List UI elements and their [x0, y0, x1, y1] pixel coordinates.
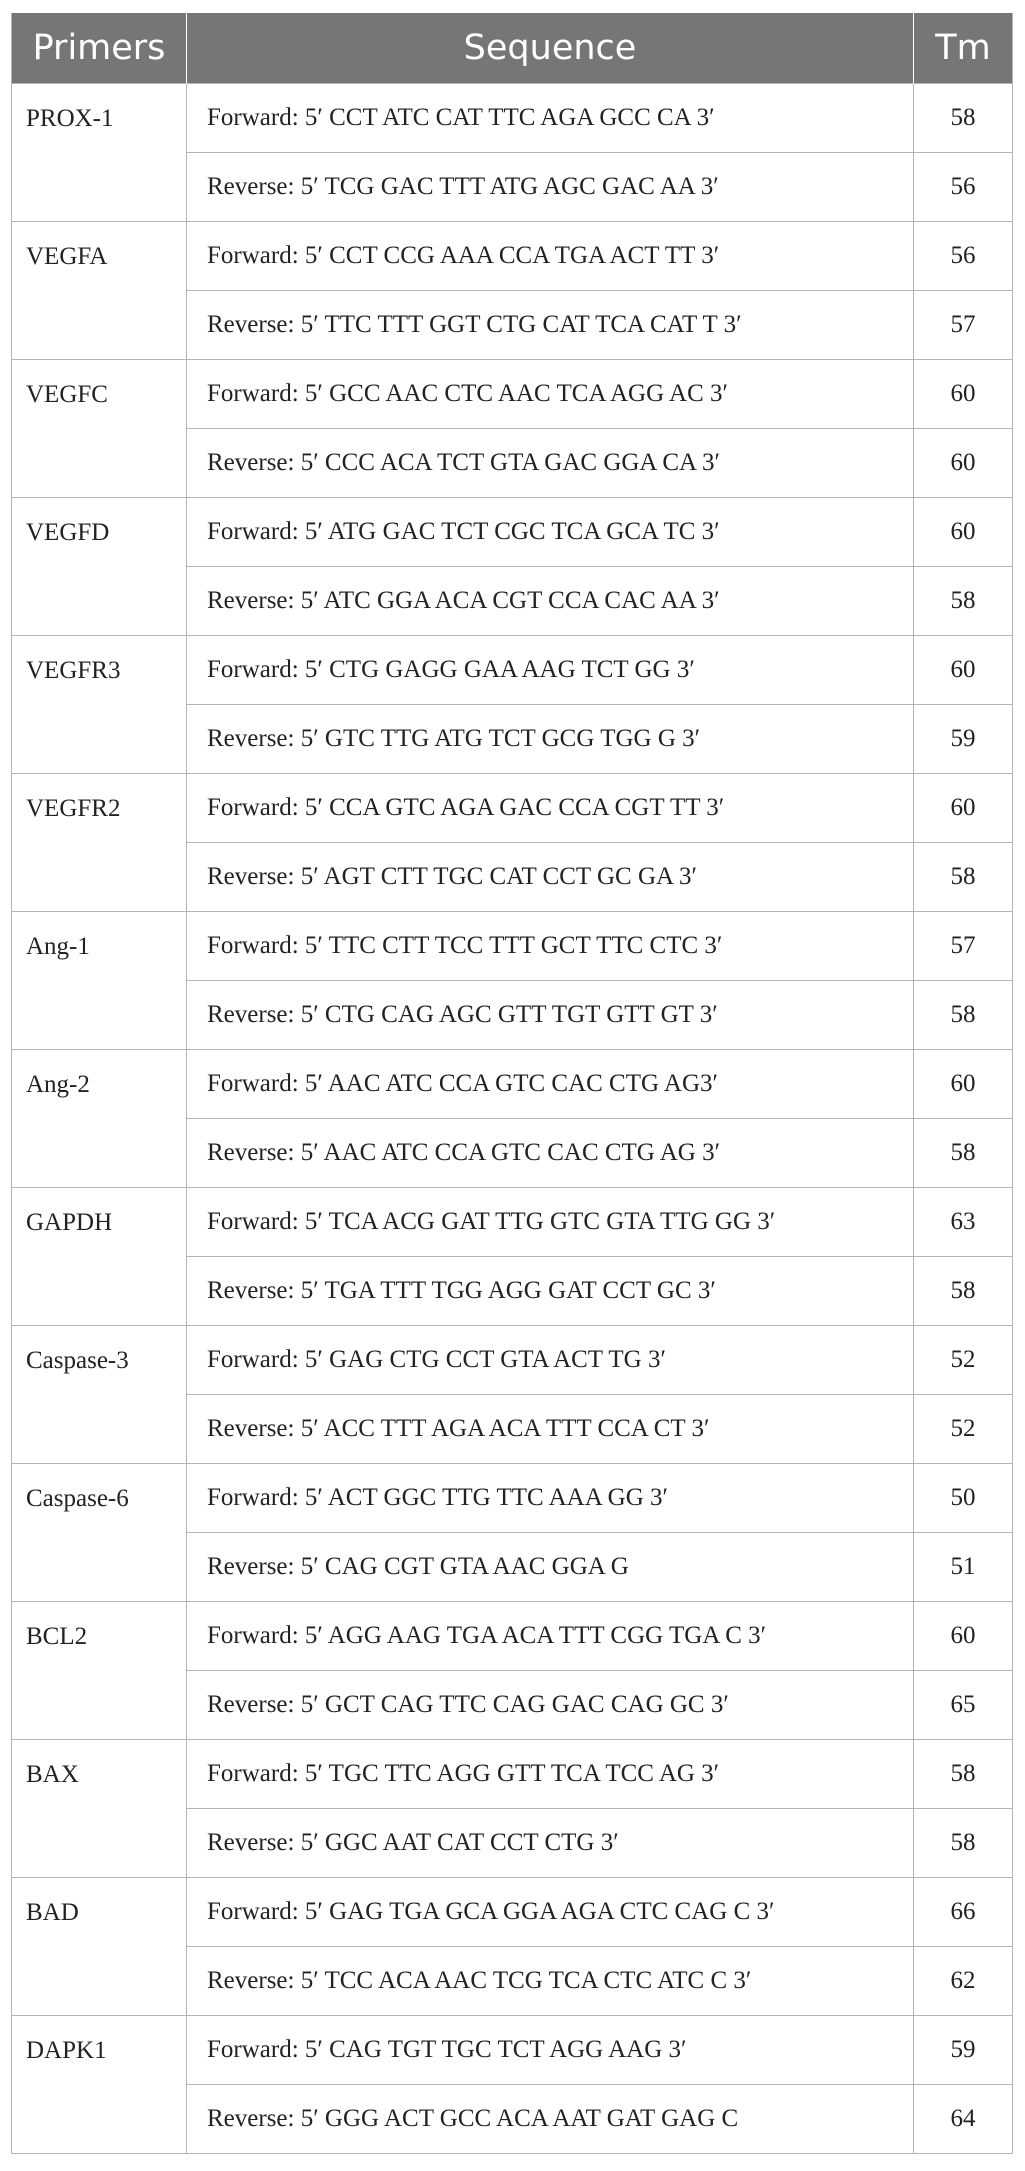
table-row-forward	[12, 360, 1013, 429]
table-header	[12, 13, 1013, 84]
forward-tm: 60	[914, 498, 1013, 567]
header-primers: Primers	[12, 13, 187, 84]
reverse-tm: 58	[914, 843, 1013, 912]
table-row-forward	[12, 1050, 1013, 1119]
table-row-forward	[12, 774, 1013, 843]
forward-sequence: Forward: 5′ CAG TGT TGC TCT AGG AAG 3′	[187, 2016, 914, 2085]
forward-tm: 60	[914, 636, 1013, 705]
reverse-sequence: Reverse: 5′ AGT CTT TGC CAT CCT GC GA 3′	[187, 843, 914, 912]
reverse-tm: 59	[914, 705, 1013, 774]
reverse-tm: 52	[914, 1395, 1013, 1464]
table-row-forward	[12, 636, 1013, 705]
reverse-sequence: Reverse: 5′ TGA TTT TGG AGG GAT CCT GC 3′	[187, 1257, 914, 1326]
header-sequence: Sequence	[187, 13, 914, 84]
table-row-forward	[12, 1602, 1013, 1671]
primer-gene-name: Ang-1	[12, 912, 187, 1050]
forward-sequence: Forward: 5′ TTC CTT TCC TTT GCT TTC CTC 3′	[187, 912, 914, 981]
primer-gene-name: BAD	[12, 1878, 187, 2016]
forward-sequence: Forward: 5′ GAG CTG CCT GTA ACT TG 3′	[187, 1326, 914, 1395]
forward-tm: 59	[914, 2016, 1013, 2085]
forward-tm: 58	[914, 84, 1013, 153]
reverse-sequence: Reverse: 5′ GTC TTG ATG TCT GCG TGG G 3′	[187, 705, 914, 774]
reverse-sequence: Reverse: 5′ GGC AAT CAT CCT CTG 3′	[187, 1809, 914, 1878]
primer-gene-name: VEGFC	[12, 360, 187, 498]
table-row-forward	[12, 1740, 1013, 1809]
forward-sequence: Forward: 5′ GAG TGA GCA GGA AGA CTC CAG C 3′	[187, 1878, 914, 1947]
forward-sequence: Forward: 5′ AGG AAG TGA ACA TTT CGG TGA C 3′	[187, 1602, 914, 1671]
reverse-tm: 64	[914, 2085, 1013, 2154]
forward-tm: 56	[914, 222, 1013, 291]
reverse-sequence: Reverse: 5′ TTC TTT GGT CTG CAT TCA CAT T 3′	[187, 291, 914, 360]
table-body	[12, 84, 1013, 2154]
reverse-tm: 58	[914, 1809, 1013, 1878]
reverse-tm: 58	[914, 1119, 1013, 1188]
table-row-forward	[12, 2016, 1013, 2085]
forward-tm: 66	[914, 1878, 1013, 1947]
reverse-sequence: Reverse: 5′ AAC ATC CCA GTC CAC CTG AG 3′	[187, 1119, 914, 1188]
forward-sequence: Forward: 5′ CCA GTC AGA GAC CCA CGT TT 3′	[187, 774, 914, 843]
forward-tm: 60	[914, 774, 1013, 843]
primer-gene-name: BAX	[12, 1740, 187, 1878]
primer-gene-name: GAPDH	[12, 1188, 187, 1326]
forward-tm: 60	[914, 1050, 1013, 1119]
primer-table	[11, 13, 1013, 2154]
forward-sequence: Forward: 5′ CTG GAGG GAA AAG TCT GG 3′	[187, 636, 914, 705]
primer-table-container	[11, 13, 1012, 2154]
reverse-tm: 58	[914, 981, 1013, 1050]
reverse-tm: 56	[914, 153, 1013, 222]
primer-gene-name: VEGFD	[12, 498, 187, 636]
primer-gene-name: BCL2	[12, 1602, 187, 1740]
primer-gene-name: Caspase-6	[12, 1464, 187, 1602]
primer-gene-name: VEGFR2	[12, 774, 187, 912]
reverse-tm: 60	[914, 429, 1013, 498]
table-row-forward	[12, 1878, 1013, 1947]
reverse-sequence: Reverse: 5′ TCG GAC TTT ATG AGC GAC AA 3′	[187, 153, 914, 222]
primer-gene-name: PROX-1	[12, 84, 187, 222]
reverse-sequence: Reverse: 5′ CCC ACA TCT GTA GAC GGA CA 3′	[187, 429, 914, 498]
table-row-forward	[12, 1464, 1013, 1533]
forward-tm: 52	[914, 1326, 1013, 1395]
table-row-forward	[12, 1188, 1013, 1257]
primer-gene-name: VEGFA	[12, 222, 187, 360]
primer-gene-name: VEGFR3	[12, 636, 187, 774]
header-row	[12, 13, 1013, 84]
reverse-sequence: Reverse: 5′ TCC ACA AAC TCG TCA CTC ATC C 3′	[187, 1947, 914, 2016]
reverse-tm: 62	[914, 1947, 1013, 2016]
forward-sequence: Forward: 5′ TCA ACG GAT TTG GTC GTA TTG GG 3′	[187, 1188, 914, 1257]
table-row-forward	[12, 498, 1013, 567]
table-row-forward	[12, 222, 1013, 291]
forward-sequence: Forward: 5′ AAC ATC CCA GTC CAC CTG AG3′	[187, 1050, 914, 1119]
table-row-forward	[12, 84, 1013, 153]
reverse-tm: 51	[914, 1533, 1013, 1602]
reverse-tm: 65	[914, 1671, 1013, 1740]
reverse-sequence: Reverse: 5′ GGG ACT GCC ACA AAT GAT GAG C	[187, 2085, 914, 2154]
reverse-sequence: Reverse: 5′ ATC GGA ACA CGT CCA CAC AA 3′	[187, 567, 914, 636]
header-tm: Tm	[914, 13, 1013, 84]
forward-tm: 63	[914, 1188, 1013, 1257]
forward-tm: 57	[914, 912, 1013, 981]
forward-sequence: Forward: 5′ ACT GGC TTG TTC AAA GG 3′	[187, 1464, 914, 1533]
primer-gene-name: Caspase-3	[12, 1326, 187, 1464]
reverse-tm: 58	[914, 1257, 1013, 1326]
forward-sequence: Forward: 5′ CCT ATC CAT TTC AGA GCC CA 3′	[187, 84, 914, 153]
table-row-forward	[12, 912, 1013, 981]
forward-tm: 50	[914, 1464, 1013, 1533]
forward-sequence: Forward: 5′ TGC TTC AGG GTT TCA TCC AG 3′	[187, 1740, 914, 1809]
reverse-sequence: Reverse: 5′ CTG CAG AGC GTT TGT GTT GT 3′	[187, 981, 914, 1050]
reverse-sequence: Reverse: 5′ ACC TTT AGA ACA TTT CCA CT 3′	[187, 1395, 914, 1464]
forward-sequence: Forward: 5′ GCC AAC CTC AAC TCA AGG AC 3′	[187, 360, 914, 429]
forward-tm: 58	[914, 1740, 1013, 1809]
reverse-sequence: Reverse: 5′ CAG CGT GTA AAC GGA G	[187, 1533, 914, 1602]
forward-tm: 60	[914, 1602, 1013, 1671]
forward-tm: 60	[914, 360, 1013, 429]
reverse-sequence: Reverse: 5′ GCT CAG TTC CAG GAC CAG GC 3′	[187, 1671, 914, 1740]
primer-gene-name: Ang-2	[12, 1050, 187, 1188]
forward-sequence: Forward: 5′ ATG GAC TCT CGC TCA GCA TC 3′	[187, 498, 914, 567]
reverse-tm: 58	[914, 567, 1013, 636]
forward-sequence: Forward: 5′ CCT CCG AAA CCA TGA ACT TT 3′	[187, 222, 914, 291]
reverse-tm: 57	[914, 291, 1013, 360]
primer-gene-name: DAPK1	[12, 2016, 187, 2154]
table-row-forward	[12, 1326, 1013, 1395]
